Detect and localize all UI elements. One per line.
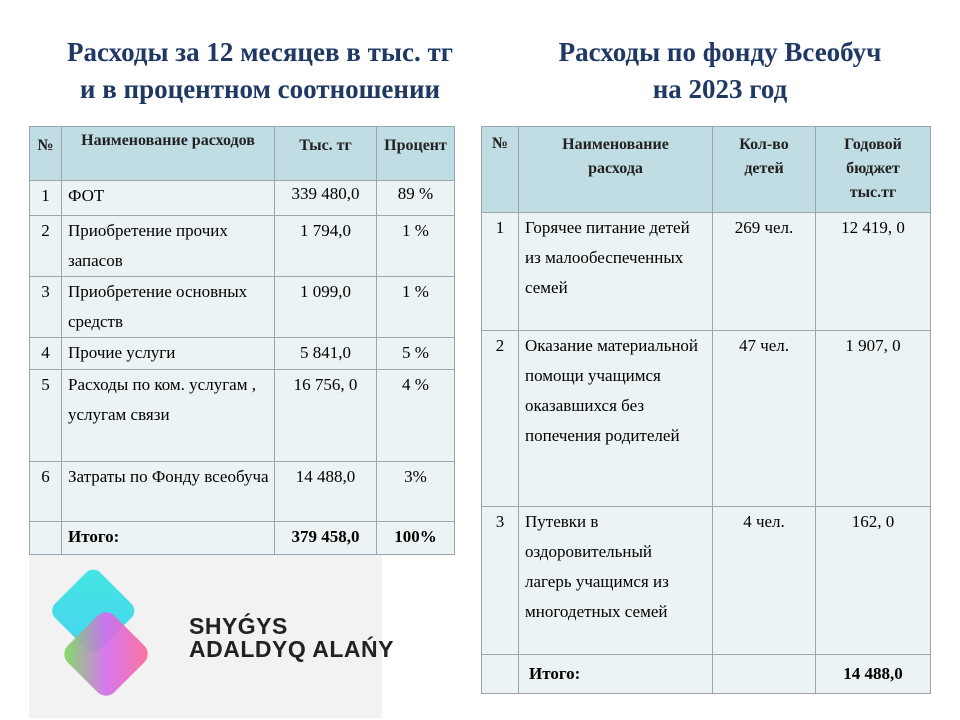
row-amount: 339 480,0 (275, 181, 377, 216)
table-header-row (482, 127, 931, 213)
total-number-cell (482, 655, 519, 694)
table-total-row (482, 655, 931, 694)
table-row (30, 462, 455, 522)
row-name: Прочие услуги (62, 338, 275, 370)
row-name: Приобретение прочих запасов (62, 216, 275, 277)
logo-text (189, 615, 394, 661)
logo-mark-icon (37, 563, 177, 713)
table-row (30, 277, 455, 338)
left-title (20, 34, 500, 108)
vseobuch-table (481, 126, 931, 694)
row-name: Горячее питание детей из малообеспеченных семей (519, 213, 713, 331)
header-name: Наименование расходов (62, 127, 275, 181)
row-name: ФОТ (62, 181, 275, 216)
table-row (30, 338, 455, 370)
row-count: 269 чел. (713, 213, 816, 331)
total-percent: 100% (377, 522, 455, 555)
row-count: 47 чел. (713, 331, 816, 507)
row-name: Приобретение основных средств (62, 277, 275, 338)
row-amount: 14 488,0 (275, 462, 377, 522)
expenses-table (29, 126, 455, 555)
row-name: Затраты по Фонду всеобуча (62, 462, 275, 522)
right-title-line-2: на 2023 год (652, 74, 788, 104)
row-number: 1 (30, 181, 62, 216)
row-budget: 162, 0 (816, 507, 931, 655)
right-title-line-1: Расходы по фонду Всеобуч (558, 37, 882, 67)
left-title-line-1: Расходы за 12 месяцев в тыс. тг (66, 37, 453, 67)
table-row (482, 213, 931, 331)
row-number: 3 (30, 277, 62, 338)
total-count-cell (713, 655, 816, 694)
total-label: Итого: (62, 522, 275, 555)
right-title (510, 34, 930, 108)
logo-line-1: SHYǴYS (189, 613, 288, 639)
row-percent: 4 % (377, 370, 455, 462)
row-number: 2 (482, 331, 519, 507)
row-amount: 1 099,0 (275, 277, 377, 338)
row-budget: 12 419, 0 (816, 213, 931, 331)
row-percent: 1 % (377, 216, 455, 277)
header-percent: Процент (377, 127, 455, 181)
row-number: 6 (30, 462, 62, 522)
total-amount: 379 458,0 (275, 522, 377, 555)
row-amount: 16 756, 0 (275, 370, 377, 462)
total-label: Итого: (519, 655, 713, 694)
total-number-cell (30, 522, 62, 555)
table-header-row (30, 127, 455, 181)
header-amount: Тыс. тг (275, 127, 377, 181)
row-percent: 89 % (377, 181, 455, 216)
logo-line-2: ADALDYQ ALAŃY (189, 636, 394, 662)
table-row (482, 507, 931, 655)
header-count: Кол-во детей (713, 127, 816, 213)
row-number: 4 (30, 338, 62, 370)
table-row (30, 216, 455, 277)
row-number: 3 (482, 507, 519, 655)
table-total-row (30, 522, 455, 555)
row-name: Оказание материальной помощи учащимся оказавшихся без попечения родителей (519, 331, 713, 507)
header-name: Наименование расхода (519, 127, 713, 213)
row-percent: 3% (377, 462, 455, 522)
header-budget: Годовой бюджет тыс.тг (816, 127, 931, 213)
row-percent: 1 % (377, 277, 455, 338)
row-number: 2 (30, 216, 62, 277)
row-count: 4 чел. (713, 507, 816, 655)
row-budget: 1 907, 0 (816, 331, 931, 507)
table-row (30, 181, 455, 216)
logo (29, 555, 394, 718)
row-name: Путевки в оздоровительный лагерь учащимся из многодетных семей (519, 507, 713, 655)
header-number: № (482, 127, 519, 213)
header-number: № (30, 127, 62, 181)
row-number: 5 (30, 370, 62, 462)
table-row (482, 331, 931, 507)
table-row (30, 370, 455, 462)
row-amount: 1 794,0 (275, 216, 377, 277)
row-percent: 5 % (377, 338, 455, 370)
row-name: Расходы по ком. услугам , услугам связи (62, 370, 275, 462)
total-budget: 14 488,0 (816, 655, 931, 694)
left-title-line-2: и в процентном соотношении (79, 74, 441, 104)
row-amount: 5 841,0 (275, 338, 377, 370)
row-number: 1 (482, 213, 519, 331)
